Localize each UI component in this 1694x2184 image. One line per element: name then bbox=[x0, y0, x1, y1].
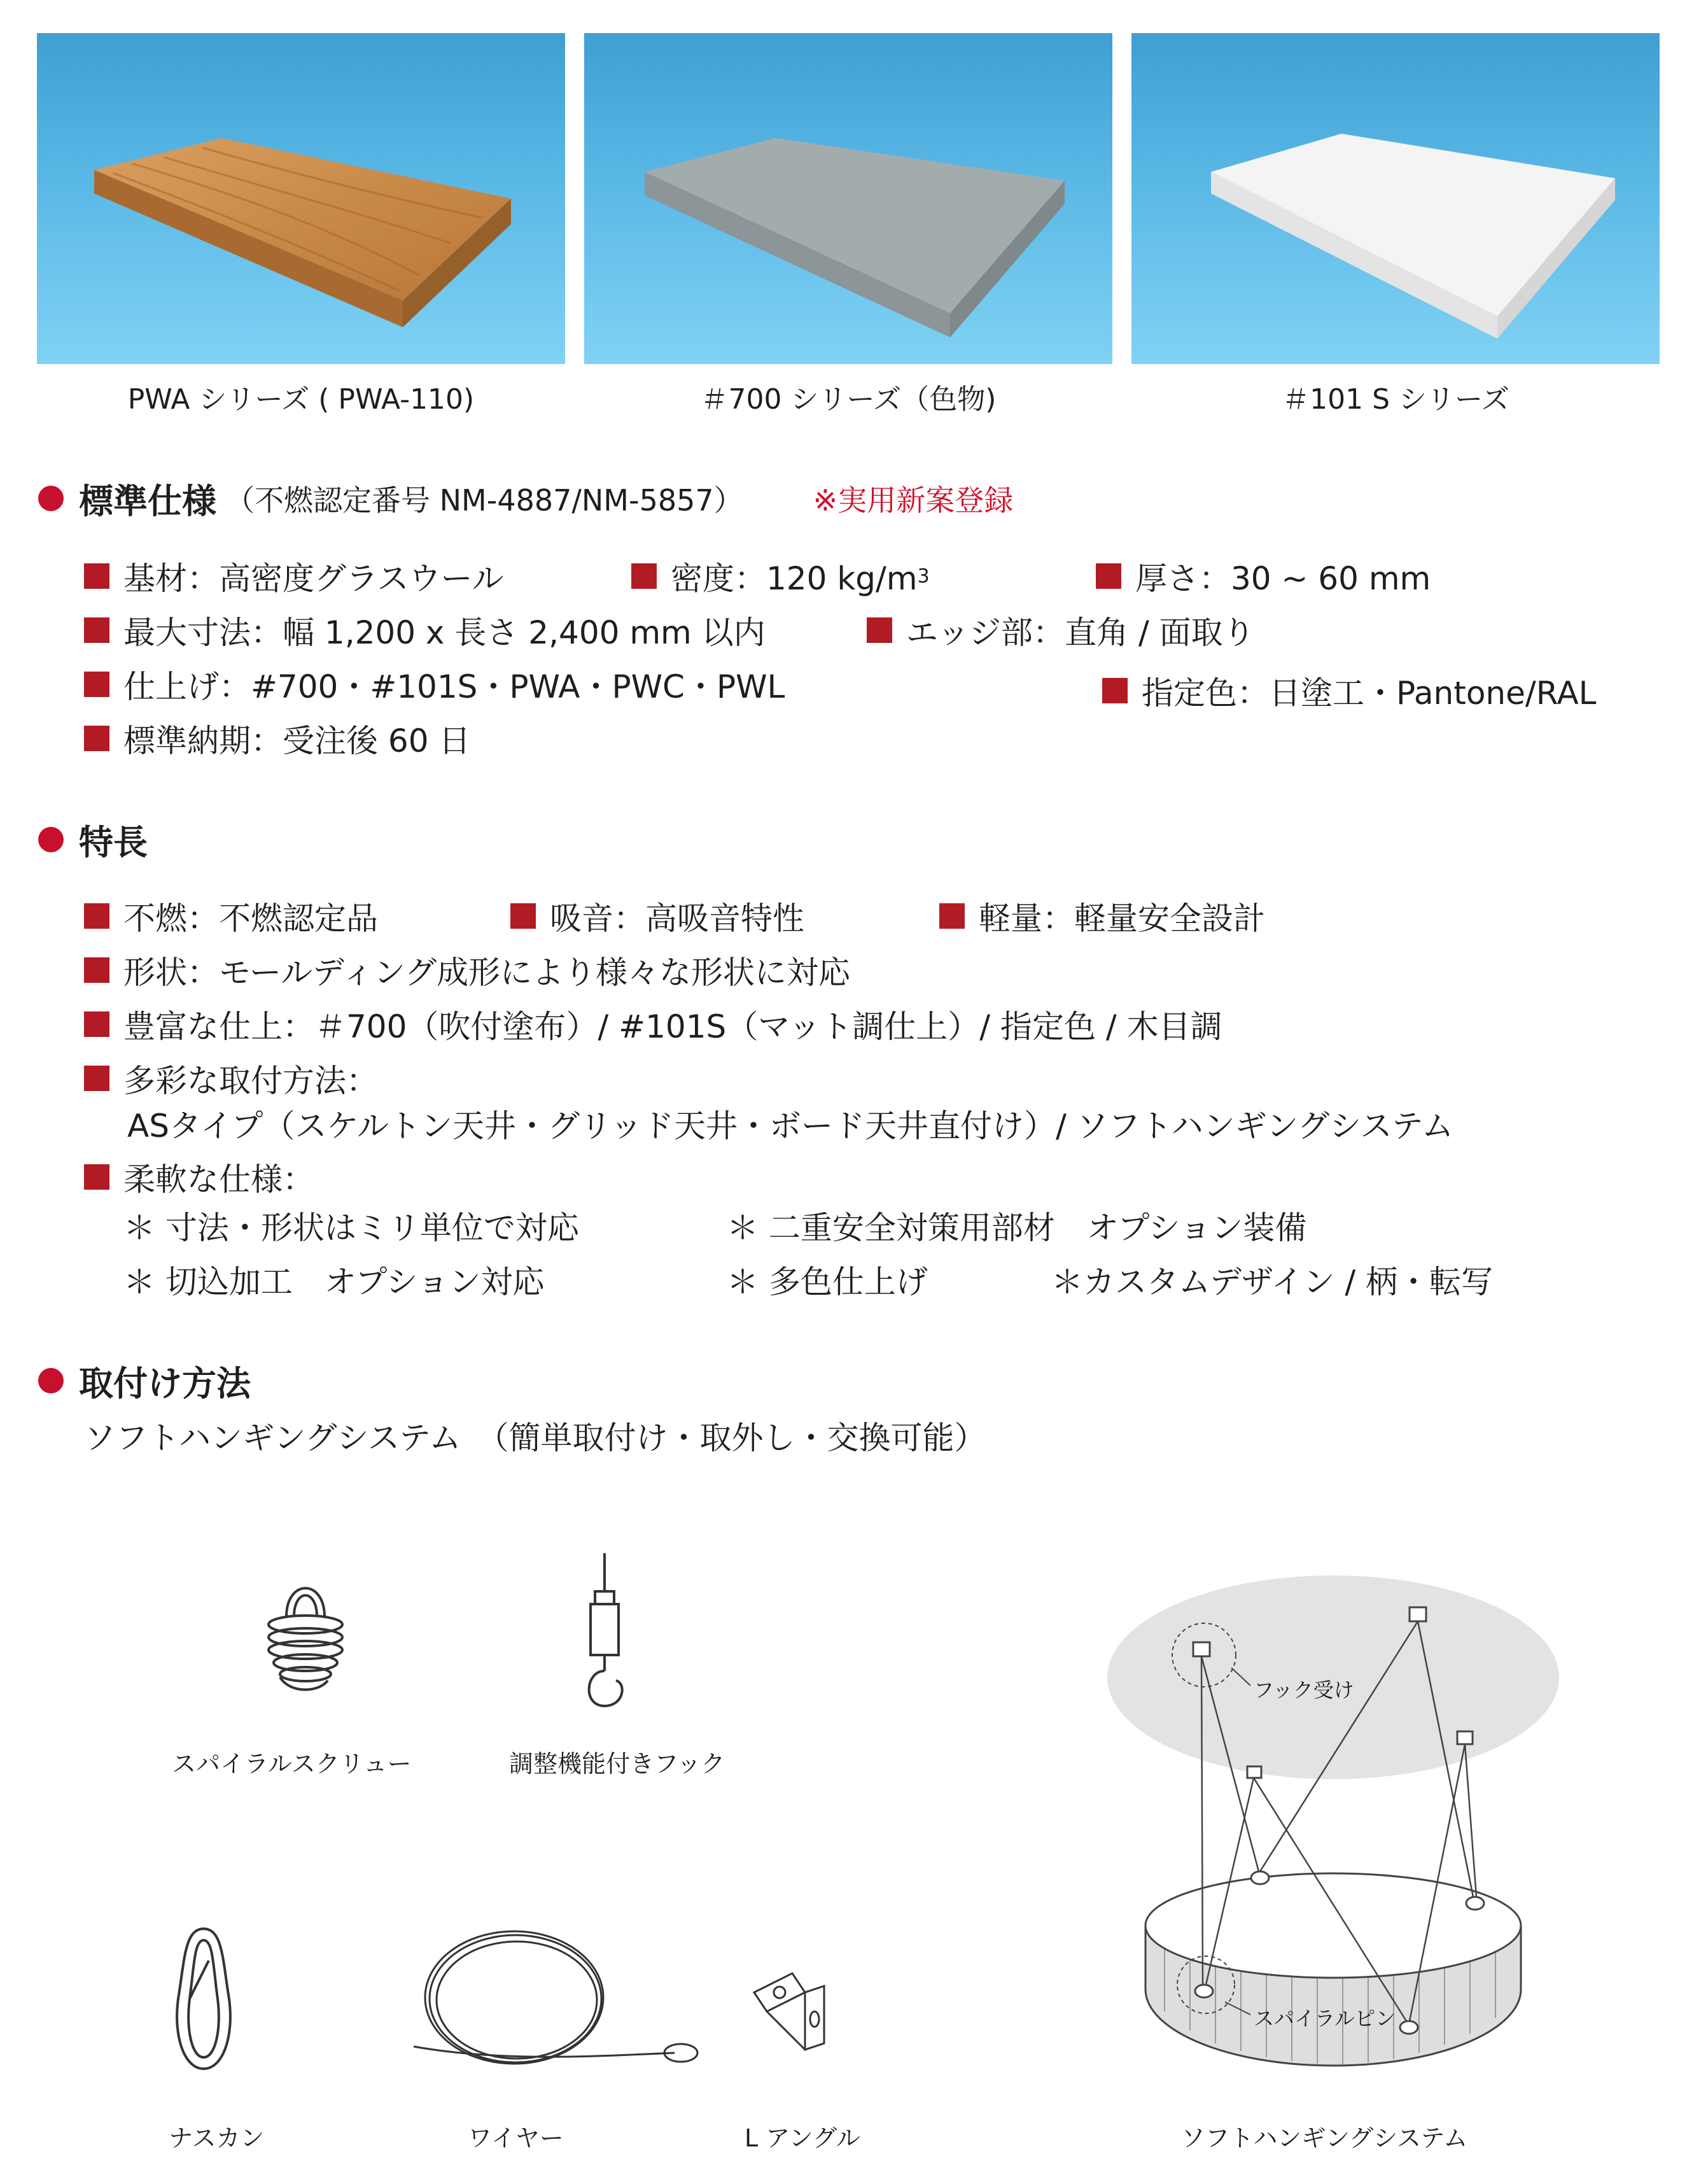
snap-hook-icon bbox=[159, 1922, 248, 2075]
feature-mounting-detail: ASタイプ（スケルトン天井・グリッド天井・ボード天井直付け）/ ソフトハンギングシステム bbox=[127, 1108, 1454, 1145]
square-bullet-icon bbox=[939, 903, 965, 929]
feature-item-nonflammable: 不燃：不燃認定品 bbox=[84, 895, 378, 937]
caption-700: ＃700 シリーズ（色物) bbox=[700, 383, 997, 416]
square-bullet-icon bbox=[84, 903, 109, 929]
spec-item-base: 基材：高密度グラスウール bbox=[84, 555, 504, 597]
square-bullet-icon bbox=[84, 563, 109, 589]
spec-item-max-size: 最大寸法：幅 1,200 x 長さ 2,400 mm 以内 bbox=[84, 609, 766, 651]
bullet-dot-icon bbox=[38, 486, 64, 511]
spiral-screw-icon bbox=[242, 1566, 369, 1706]
caption-pwa: PWA シリーズ ( PWA-110) bbox=[127, 383, 475, 416]
part-l-angle: L アングル bbox=[745, 2124, 860, 2152]
square-bullet-icon bbox=[1096, 563, 1121, 589]
spec-item-edge: エッジ部：直角 / 面取り bbox=[867, 609, 1255, 651]
l-angle-icon bbox=[748, 1967, 843, 2056]
option-multicolor: ＊ 多色仕上げ bbox=[727, 1264, 928, 1300]
feature-item-shape: 形状：モールディング成形により様々な形状に対応 bbox=[84, 949, 850, 991]
feature-item-lightweight: 軽量：軽量安全設計 bbox=[939, 895, 1265, 937]
spec-item-finish: 仕上げ：#700・#101S・PWA・PWC・PWL bbox=[84, 663, 785, 705]
part-snap-hook: ナスカン bbox=[169, 2124, 265, 2152]
square-bullet-icon bbox=[84, 957, 109, 983]
square-bullet-icon bbox=[84, 1164, 109, 1190]
feature-item-mounting: 多彩な取付方法： bbox=[84, 1057, 378, 1099]
spec-item-density: 密度：120 kg/m 3 bbox=[631, 555, 930, 597]
feature-item-finishes: 豊富な仕上：＃700（吹付塗布）/ #101S（マット調仕上）/ 指定色 / 木目調 bbox=[84, 1003, 1222, 1045]
features-heading bbox=[38, 817, 148, 862]
bullet-dot-icon bbox=[38, 1368, 64, 1393]
install-subtitle: ソフトハンギングシステム （簡単取付け・取外し・交換可能） bbox=[84, 1420, 986, 1456]
soft-hanging-diagram bbox=[1101, 1572, 1565, 2113]
features-title: 特長 bbox=[79, 822, 148, 863]
part-spiral-screw: スパイラルスクリュー bbox=[172, 1750, 412, 1778]
spec-item-color: 指定色：日塗工・Pantone/RAL bbox=[1102, 670, 1597, 712]
option-dimensions: ＊ 寸法・形状はミリ単位で対応 bbox=[123, 1209, 579, 1246]
square-bullet-icon bbox=[84, 1066, 109, 1091]
square-bullet-icon bbox=[84, 617, 109, 643]
spec-item-thickness: 厚さ：30 ~ 60 mm bbox=[1096, 555, 1431, 597]
label-hook-receiver: フック受け bbox=[1254, 1678, 1354, 1702]
part-adjustable-hook: 調整機能付きフック bbox=[509, 1750, 725, 1778]
feature-item-flexible: 柔軟な仕様： bbox=[84, 1156, 314, 1198]
photo-101s-board bbox=[1131, 33, 1660, 364]
density-superscript: 3 bbox=[917, 565, 930, 588]
feature-item-absorption: 吸音：高吸音特性 bbox=[510, 895, 804, 937]
square-bullet-icon bbox=[84, 726, 109, 751]
option-custom-design: ＊カスタムデザイン / 柄・転写 bbox=[1051, 1264, 1494, 1300]
spec-title: 標準仕様 bbox=[79, 481, 216, 521]
square-bullet-icon bbox=[1102, 678, 1128, 703]
part-wire: ワイヤー bbox=[468, 2124, 564, 2152]
option-double-safety: ＊ 二重安全対策用部材 オプション装備 bbox=[727, 1209, 1307, 1246]
caption-101s: ＃101 S シリーズ bbox=[1282, 383, 1509, 416]
square-bullet-icon bbox=[84, 1011, 109, 1037]
spec-subtitle: （不燃認定番号 NM-4887/NM-5857） bbox=[225, 483, 743, 518]
square-bullet-icon bbox=[631, 563, 657, 589]
bullet-dot-icon bbox=[38, 827, 64, 852]
wire-icon bbox=[407, 1929, 700, 2075]
utility-model-note: ※実用新案登録 bbox=[813, 483, 1014, 518]
spec-heading bbox=[38, 476, 1013, 521]
square-bullet-icon bbox=[84, 672, 109, 697]
square-bullet-icon bbox=[867, 617, 892, 643]
photo-700-board bbox=[584, 33, 1112, 364]
option-cutting: ＊ 切込加工 オプション対応 bbox=[123, 1264, 545, 1300]
spec-item-lead-time: 標準納期：受注後 60 日 bbox=[84, 717, 470, 759]
photo-pwa-board bbox=[37, 33, 565, 364]
diagram-caption: ソフトハンギングシステム bbox=[1181, 2124, 1468, 2152]
adjustable-hook-icon bbox=[566, 1553, 643, 1719]
label-spiral-pin: スパイラルピン bbox=[1254, 2006, 1396, 2031]
square-bullet-icon bbox=[510, 903, 536, 929]
install-heading bbox=[38, 1358, 251, 1403]
install-title: 取付け方法 bbox=[79, 1363, 251, 1404]
